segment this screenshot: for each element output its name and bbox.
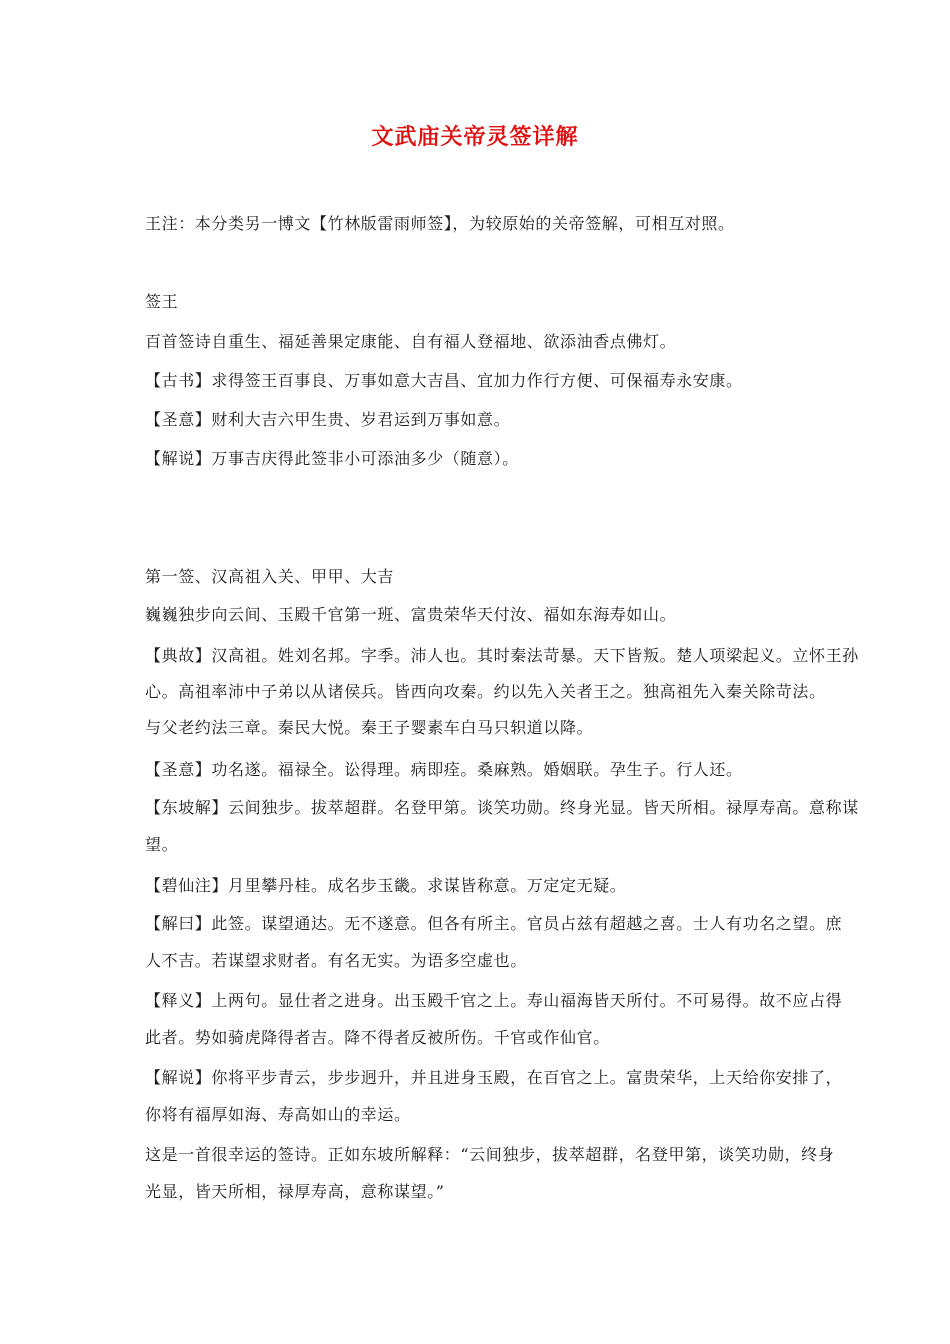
first-shiyi-line: 【释义】上两句。显仕者之进身。出玉殿千官之上。寿山福海皆天所付。不可易得。故不应占得 [145,991,843,1010]
king-poem: 百首签诗自重生、福延善果定康能、自有福人登福地、欲添油香点佛灯。 [145,332,677,351]
first-extra-line: 这是一首很幸运的签诗。正如东坡所解释：“云间独步，拔萃超群，名登甲第，谈笑功勋，终身 [145,1145,835,1164]
first-diangu-line: 与父老约法三章。秦民大悦。秦王子婴素车白马只轵道以降。 [145,718,594,737]
editor-note: 王注：本分类另一博文【竹林版雷雨师签】，为较原始的关帝签解，可相互对照。 [145,214,735,233]
first-jieyue-line: 人不吉。若谋望求财者。有名无实。为语多空虚也。 [145,951,527,970]
first-jieyue-line: 【解曰】此签。谋望通达。无不遂意。但各有所主。官员占兹有超越之喜。士人有功名之望。庶 [145,914,843,933]
first-dongpo-line: 望。 [145,835,179,854]
first-jieshuo-line: 【解说】你将平步青云，步步迥升，并且进身玉殿，在百官之上。富贵荣华，上天给你安排了， [145,1068,843,1087]
first-shiyi-line: 此者。势如骑虎降得者吉。降不得者反被所伤。千官或作仙官。 [145,1028,610,1047]
first-dongpo-line: 【东坡解】云间独步。拔萃超群。名登甲第。谈笑功勋。终身光显。皆天所相。禄厚寿高。意称谋 [145,798,859,817]
section-heading-king: 签王 [145,292,179,311]
page-title: 文武庙关帝灵签详解 [371,124,579,150]
first-diangu-line: 心。高祖率沛中子弟以从诸侯兵。皆西向攻秦。约以先入关者王之。独高祖先入秦关除苛法。 [145,682,826,701]
first-diangu-line: 【典故】汉高祖。姓刘名邦。字季。沛人也。其时秦法苛暴。天下皆叛。楚人项梁起义。立怀王孙 [145,646,859,665]
first-jieshuo-line: 你将有福厚如海、寿高如山的幸运。 [145,1105,411,1124]
first-shengyi: 【圣意】功名遂。福禄全。讼得理。病即痊。桑麻熟。婚姻联。孕生子。行人还。 [145,760,743,779]
first-poem: 巍巍独步向云间、玉殿千官第一班、富贵荣华天付汝、福如东海寿如山。 [145,605,677,624]
king-shengyi: 【圣意】财利大吉六甲生贵、岁君运到万事如意。 [145,410,511,429]
first-bixian: 【碧仙注】月里攀丹桂。成名步玉畿。求谋皆称意。万定定无疑。 [145,876,627,895]
king-gushu: 【古书】求得签王百事良、万事如意大吉昌、宜加力作行方便、可保福寿永安康。 [145,371,743,390]
king-jieshuo: 【解说】万事吉庆得此签非小可添油多少（随意）。 [145,449,519,468]
first-extra-line: 光显，皆天所相，禄厚寿高，意称谋望。” [145,1182,445,1201]
section-heading-first: 第一签、汉高祖入关、甲甲、大吉 [145,567,395,586]
